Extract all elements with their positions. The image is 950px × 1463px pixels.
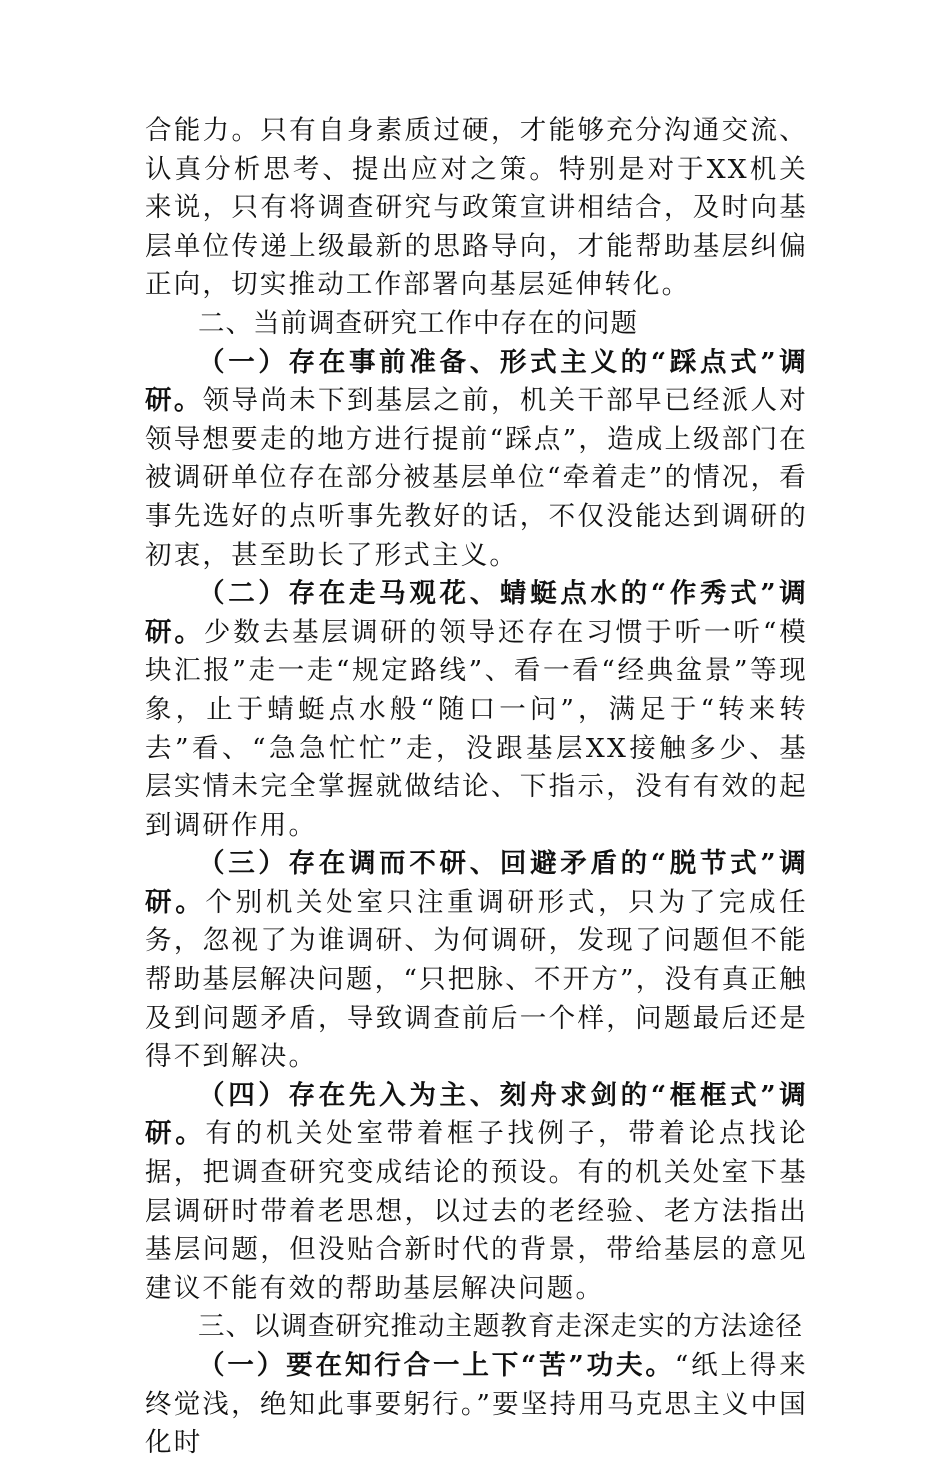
body-problem-4: 有的机关处室带着框子找例子，带着论点找论据，把调查研究变成结论的预设。有的机关处室下基层调研时带着老思想，以过去的老经验、老方法指出基层问题，但没贴合新时代的背景，带给基层的意见建议不能有效的帮助基层解决问题。: [145, 1118, 809, 1304]
paragraph-problem-4: [145, 1077, 808, 1309]
subheading-problem-4: （四）存在先入为主、刻舟求剑的“框框式”调研。: [145, 1079, 808, 1150]
paragraph-problem-2: [145, 575, 808, 845]
body-problem-3: 个别机关处室只注重调研形式，只为了完成任务，忽视了为谁调研、为何调研，发现了问题但不能帮助基层解决问题，“只把脉、不开方”，没有真正触及到问题矛盾，导致调查前后一个样，问题最后还是得不到解决。: [145, 886, 809, 1073]
paragraph-problem-3: [145, 845, 808, 1077]
body-problem-2: 少数去基层调研的领导还存在习惯于听一听“模块汇报”走一走“规定路线”、看一看“经典盆景”等现象，止于蜻蜓点水般“随口一问”，满足于“转来转去”看、“急急忙忙”走，没跟基层XX接触多少、基层实情未完全掌握就做结论、下指示，没有有效的起到调研作用。: [145, 616, 808, 841]
section-heading-methods: 三、以调查研究推动主题教育走深走实的方法途径: [198, 1311, 803, 1343]
subheading-problem-1: （一）存在事前准备、形式主义的“踩点式”调研。: [145, 346, 808, 417]
subheading-method-1: （一）要在知行合一上下“苦”功夫。: [198, 1350, 675, 1381]
subheading-problem-2: （二）存在走马观花、蜻蜓点水的“作秀式”调研。: [145, 578, 808, 648]
paragraph-problem-1: [145, 344, 808, 576]
body-problem-1: 领导尚未下到基层之前，机关干部早已经派人对领导想要走的地方进行提前“踩点”，造成上级部门在被调研单位存在部分被基层单位“牵着走”的情况，看事先选好的点听事先教好的话，不仅没能达到调研的初衷，甚至助长了形式主义。: [145, 385, 808, 571]
document-body: [145, 112, 808, 1463]
paragraph-intro-continuation: 合能力。只有自身素质过硬，才能够充分沟通交流、认真分析思考、提出应对之策。特别是对于XX机关来说，只有将调查研究与政策宣讲相结合，及时向基层单位传递上级最新的思路导向，才能帮助基层纠偏正向，切实推动工作部署向基层延伸转化。: [145, 115, 808, 301]
paragraph-method-1: [145, 1347, 808, 1463]
body-method-1: “纸上得来终觉浅，绝知此事要躬行。”要坚持用马克思主义中国化时: [145, 1350, 808, 1459]
section-heading-problems: 二、当前调查研究工作中存在的问题: [198, 307, 638, 339]
subheading-problem-3: （三）存在调而不研、回避矛盾的“脱节式”调研。: [145, 848, 808, 918]
